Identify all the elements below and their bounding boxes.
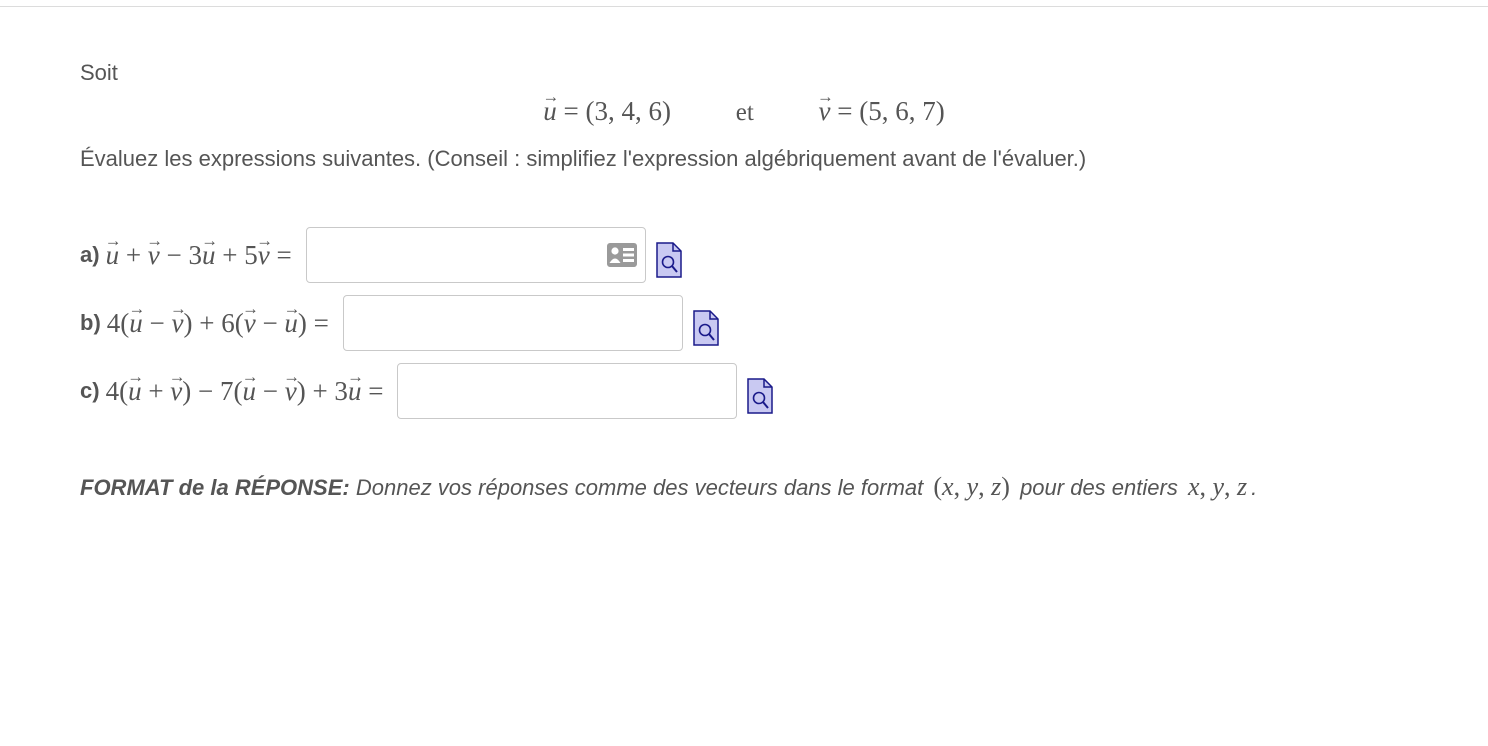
format-text-before: Donnez vos réponses comme des vecteurs dans le format [355, 475, 924, 500]
question-a-expression: → u + → v − 3→ u + 5→ v = [106, 240, 292, 271]
answer-a-field[interactable] [306, 227, 646, 283]
vector-v-symbol: → v [819, 96, 831, 127]
question-c [80, 363, 773, 419]
answer-b-input[interactable] [344, 296, 682, 350]
answer-c-input[interactable] [398, 364, 736, 418]
question-b [80, 295, 719, 351]
vector-u-value: = (3, 4, 6) [563, 96, 671, 126]
question-a-label: a) [80, 242, 100, 267]
answer-a-input[interactable] [307, 228, 645, 282]
intro-text: Soit [80, 60, 118, 85]
vector-v-value: = (5, 6, 7) [837, 96, 945, 126]
format-text-middle: pour des entiers [1020, 475, 1178, 500]
format-period: . [1251, 475, 1258, 500]
answer-b-field[interactable] [343, 295, 683, 351]
instruction-text: Évaluez les expressions suivantes. (Conseil : simplifiez l'expression algébriquement avant de l'évaluer.) [80, 146, 1087, 171]
question-c-label: c) [80, 378, 100, 403]
math-editor-icon[interactable] [606, 242, 638, 268]
vector-u-symbol: → u [543, 96, 557, 127]
question-b-label: b) [80, 310, 101, 335]
format-heading: FORMAT de la RÉPONSE: [80, 475, 350, 500]
answer-c-field[interactable] [397, 363, 737, 419]
vector-definitions [0, 96, 1488, 127]
answer-format-note [80, 472, 1257, 502]
preview-answer-icon[interactable] [693, 310, 719, 346]
top-divider [0, 6, 1488, 7]
format-tuple: (x, y, z) [933, 472, 1010, 501]
preview-answer-icon[interactable] [656, 242, 682, 278]
format-variables: x, y, z [1187, 472, 1248, 501]
question-c-expression: 4(→ u + → v) − 7(→ u − → v) + 3→ u = [106, 376, 384, 407]
question-a [80, 227, 682, 283]
connector-et: et [735, 99, 754, 126]
preview-answer-icon[interactable] [747, 378, 773, 414]
question-b-expression: 4(→ u − → v) + 6(→ v − → u) = [107, 308, 329, 339]
